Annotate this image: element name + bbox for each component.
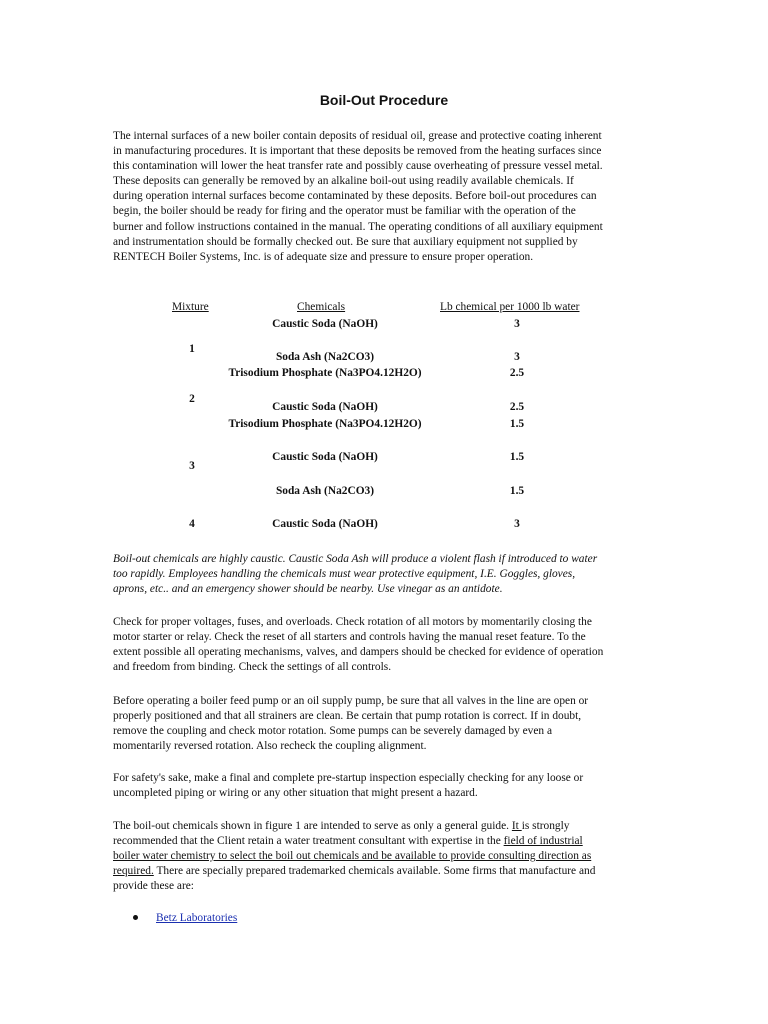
final-text: is strongly bbox=[521, 820, 570, 832]
check-paragraph bbox=[113, 615, 658, 675]
safety-line: For safety's sake, make a final and complete pre-startup inspection especially checking for any loose or bbox=[113, 772, 584, 784]
safety-line: uncompleted piping or wiring or any other situation that might present a hazard. bbox=[113, 787, 478, 800]
final-text: The boil-out chemicals shown in figure 1 are intended to serve as only a general guide. bbox=[113, 820, 512, 832]
intro-paragraph bbox=[113, 129, 658, 265]
chemical-name: Soda Ash (Na2CO3) bbox=[275, 351, 375, 363]
intro-line: during operation internal surfaces become contaminated by these deposits. Before boil-out procedures can bbox=[113, 190, 597, 203]
final-text: recommended that the Client retain a water treatment consultant with expertise in the bbox=[113, 835, 504, 848]
pump-line: Before operating a boiler feed pump or an oil supply pump, be sure that all valves in the line are open or bbox=[113, 695, 589, 707]
safety-paragraph bbox=[113, 771, 658, 801]
final-line bbox=[113, 864, 658, 879]
page-title: Boil-Out Procedure bbox=[319, 92, 449, 108]
intro-line: The internal surfaces of a new boiler contain deposits of residual oil, grease and protective coating inherent bbox=[113, 130, 602, 142]
chemical-amount: 3 bbox=[514, 351, 520, 363]
chemical-name: Caustic Soda (NaOH) bbox=[272, 518, 378, 530]
firm-link-betz[interactable]: Betz Laboratories bbox=[156, 912, 238, 924]
check-line: extent possible all operating mechanisms, valves, and dampers should be checked for evidence of operation bbox=[113, 646, 604, 659]
chemical-amount: 1.5 bbox=[509, 485, 525, 497]
intro-line: in manufacturing procedures. It is important that these deposits be removed from the heating surfaces since bbox=[113, 145, 602, 158]
warning-line: Boil-out chemicals are highly caustic. Caustic Soda Ash will produce a violent flash if introduced to water bbox=[113, 553, 598, 565]
warning-line: too rapidly. Employees handling the chemicals must wear protective equipment, I.E. Goggles, gloves, bbox=[113, 568, 576, 581]
chemical-amount: 3 bbox=[514, 318, 520, 330]
chemical-amount: 3 bbox=[514, 518, 520, 530]
header-amount: Lb chemical per 1000 lb water bbox=[440, 301, 580, 313]
underlined-text: It bbox=[511, 820, 522, 832]
intro-line: These deposits can generally be removed by an alkaline boil-out using readily available chemicals. If bbox=[113, 175, 574, 188]
intro-line: this contamination will lower the heat transfer rate and possibly cause overheating of pressure vessel metal. bbox=[113, 160, 603, 173]
chemical-name: Caustic Soda (NaOH) bbox=[272, 401, 378, 413]
final-line bbox=[113, 819, 658, 834]
chemical-name: Trisodium Phosphate (Na3PO4.12H2O) bbox=[228, 367, 422, 379]
final-text: There are specially prepared trademarked chemicals available. Some firms that manufacture and bbox=[153, 865, 596, 878]
chemical-name: Caustic Soda (NaOH) bbox=[272, 318, 378, 330]
intro-line: begin, the boiler should be ready for firing and the operator must be familiar with the operation of the bbox=[113, 205, 576, 218]
bullet-icon bbox=[133, 915, 138, 920]
final-paragraph bbox=[113, 819, 658, 894]
intro-line: RENTECH Boiler Systems, Inc. is of adequate size and pressure to ensure proper operation. bbox=[113, 250, 534, 263]
chemical-amount: 2.5 bbox=[509, 367, 525, 379]
chemical-name: Caustic Soda (NaOH) bbox=[272, 451, 378, 463]
header-chemicals: Chemicals bbox=[297, 301, 346, 313]
chemical-name: Trisodium Phosphate (Na3PO4.12H2O) bbox=[228, 418, 422, 430]
chemical-amount: 1.5 bbox=[509, 451, 525, 463]
pump-line: remove the coupling and check motor rotation. Some pumps can be severely damaged by even a bbox=[113, 725, 553, 738]
final-line bbox=[113, 834, 658, 849]
chemical-amount: 2.5 bbox=[509, 401, 525, 413]
mixture-number: 4 bbox=[189, 518, 195, 530]
check-line: motor starter or relay. Check the reset of all starters and controls having the manual reset feature. To the bbox=[113, 631, 586, 644]
check-line: Check for proper voltages, fuses, and overloads. Check rotation of all motors by momentarily closing the bbox=[113, 616, 592, 628]
final-line: boiler water chemistry to select the boil out chemicals and be available to provide consulting direction as bbox=[113, 850, 592, 863]
mixture-number: 3 bbox=[189, 460, 195, 472]
pump-line: momentarily reversed rotation. Also recheck the coupling alignment. bbox=[113, 740, 427, 753]
final-line: provide these are: bbox=[113, 880, 194, 893]
underlined-text: field of industrial bbox=[503, 835, 583, 848]
mixture-number: 1 bbox=[189, 343, 195, 355]
mixture-number: 2 bbox=[189, 393, 195, 405]
chemical-amount: 1.5 bbox=[509, 418, 525, 430]
intro-line: burner and follow instructions contained in the manual. The operating conditions of all auxiliary equipment bbox=[113, 220, 603, 233]
warning-line: aprons, etc.. and an emergency shower should be nearby. Use vinegar as an antidote. bbox=[113, 583, 503, 596]
chemical-name: Soda Ash (Na2CO3) bbox=[275, 485, 375, 497]
check-line: and freedom from binding. Check the settings of all controls. bbox=[113, 661, 392, 674]
header-mixture: Mixture bbox=[172, 301, 209, 313]
underlined-text: required. bbox=[113, 865, 154, 878]
intro-line: and instrumentation should be formally checked out. Be sure that auxiliary equipment not supplied by bbox=[113, 235, 578, 248]
warning-paragraph bbox=[113, 552, 658, 597]
firm-list-item bbox=[133, 912, 237, 924]
pump-line: properly positioned and that all strainers are clean. Be certain that pump rotation is correct. If in doubt, bbox=[113, 710, 582, 723]
pump-paragraph bbox=[113, 694, 658, 754]
